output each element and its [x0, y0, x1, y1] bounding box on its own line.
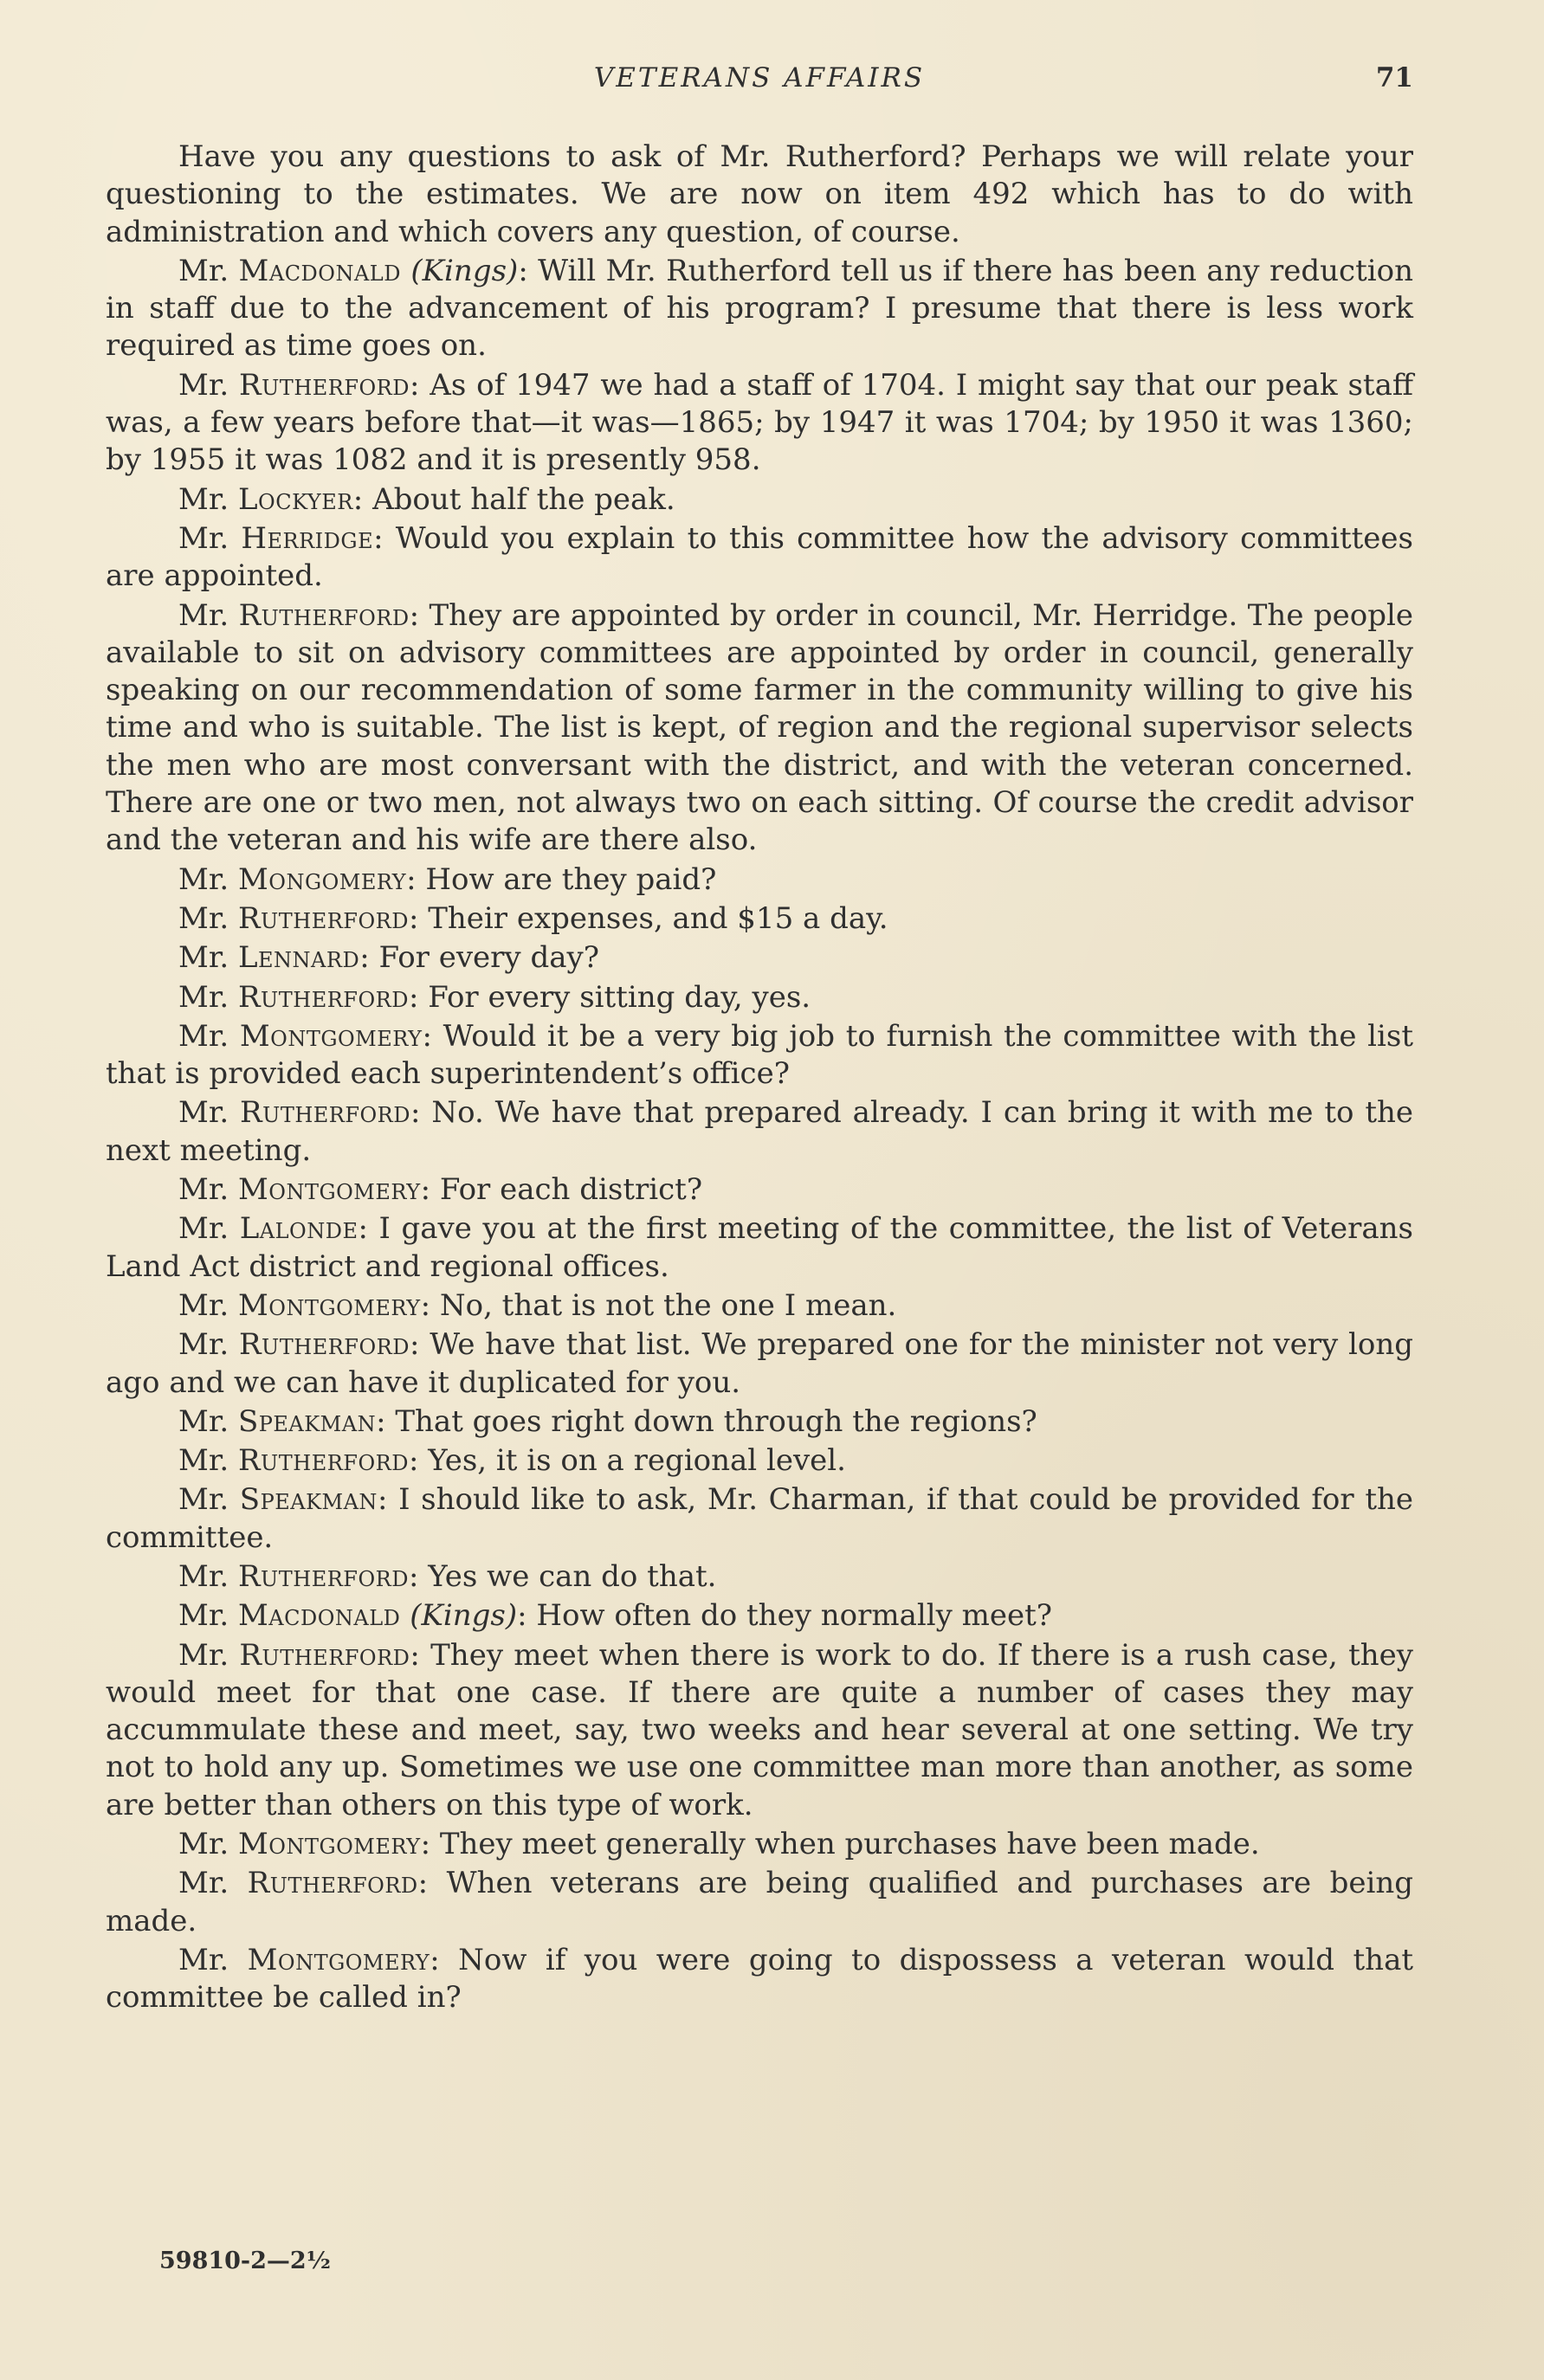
- speaker-title: Mr.: [178, 1637, 240, 1673]
- speaker-name: Montgomery: [247, 1942, 430, 1977]
- transcript-paragraph: [106, 597, 1413, 860]
- speaker-separator: :: [409, 597, 430, 633]
- speaker-separator: :: [517, 1598, 537, 1634]
- speaker-title: Mr.: [178, 900, 238, 936]
- speaker-separator: :: [420, 1287, 440, 1323]
- speaker-separator: :: [420, 1827, 440, 1862]
- speaker-name: Rutherford: [238, 367, 410, 403]
- speaker-name: Rutherford: [237, 900, 409, 936]
- transcript-paragraph: [106, 1865, 1413, 1940]
- speaker-title: Mr.: [178, 979, 238, 1015]
- speaker-title: Mr.: [178, 1942, 248, 1977]
- speaker-name: Rutherford: [240, 1095, 410, 1131]
- speaker-separator: :: [410, 1095, 432, 1131]
- speaker-separator: :: [408, 1558, 429, 1594]
- speaker-name: Lennard: [237, 940, 360, 976]
- speaker-name: Rutherford: [239, 1637, 410, 1673]
- transcript-paragraph: [106, 139, 1413, 251]
- transcript-body: [106, 139, 1413, 2019]
- transcript-paragraph: [106, 520, 1413, 596]
- speaker-name: Rutherford: [238, 597, 410, 633]
- paragraph-text: Yes we can do that.: [428, 1558, 717, 1594]
- speaker-title: Mr.: [178, 1018, 240, 1054]
- speaker-name: Rutherford: [247, 1866, 418, 1901]
- speaker-name: Rutherford: [238, 1327, 410, 1363]
- speaker-title: Mr.: [178, 1827, 238, 1862]
- speaker-separator: :: [373, 520, 396, 556]
- paragraph-text: About half the peak.: [372, 481, 675, 517]
- transcript-paragraph: [106, 1018, 1413, 1093]
- speaker-separator: :: [406, 861, 426, 897]
- speaker-title: Mr.: [178, 1866, 248, 1901]
- speaker-name: Rutherford: [237, 1443, 409, 1479]
- speaker-separator: :: [408, 900, 429, 936]
- transcript-paragraph: [106, 1287, 1413, 1325]
- print-code: 59810-2—2½: [159, 2248, 331, 2274]
- transcript-paragraph: [106, 253, 1413, 365]
- paragraph-text: As of 1947 we had a staff of 1704. I might say that our peak staff was, a few years before that—it was—1865; by 1947 it was 1704; by 1950 it was 1360; by 1955 it was 1082 and it is presently 958.: [106, 367, 1413, 478]
- speaker-separator: :: [352, 481, 373, 517]
- speaker-separator: :: [376, 1403, 396, 1439]
- transcript-paragraph: [106, 900, 1413, 938]
- transcript-paragraph: [106, 1442, 1413, 1480]
- paragraph-text: No, that is not the one I mean.: [439, 1287, 897, 1323]
- paragraph-text: For each district?: [439, 1172, 703, 1208]
- speaker-title: Mr.: [178, 1443, 238, 1479]
- paragraph-text: We have that list. We prepared one for the minister not very long ago and we can have it duplicated for you.: [106, 1327, 1413, 1400]
- speaker-separator: :: [410, 1637, 431, 1673]
- running-title: VETERANS AFFAIRS: [593, 62, 926, 94]
- speaker-name: Macdonald: [237, 1598, 401, 1634]
- transcript-paragraph: [106, 1597, 1413, 1635]
- speaker-name: Mongomery: [237, 861, 407, 897]
- paragraph-text: Would it be a very big job to furnish the committee with the list that is provided each superintendent’s office?: [106, 1018, 1413, 1092]
- speaker-title: Mr.: [178, 253, 239, 288]
- speaker-title: Mr.: [178, 1287, 238, 1323]
- paragraph-text: I should like to ask, Mr. Charman, if that could be provided for the committee.: [106, 1482, 1413, 1555]
- speaker-name: Montgomery: [237, 1287, 421, 1323]
- speaker-separator: :: [408, 979, 429, 1015]
- paragraph-text: I gave you at the first meeting of the committee, the list of Veterans Land Act district and regional offices.: [106, 1211, 1413, 1284]
- paragraph-text: Their expenses, and $15 a day.: [428, 900, 888, 936]
- transcript-paragraph: [106, 1171, 1413, 1209]
- speaker-separator: :: [420, 1172, 440, 1208]
- speaker-title: Mr.: [178, 597, 239, 633]
- speaker-title: Mr.: [178, 520, 242, 556]
- speaker-separator: :: [422, 1018, 443, 1054]
- speaker-name: Rutherford: [237, 979, 409, 1015]
- transcript-paragraph: [106, 1403, 1413, 1441]
- speaker-separator: :: [409, 1327, 430, 1363]
- transcript-paragraph: [106, 1326, 1413, 1402]
- speaker-constituency: (Kings): [401, 253, 519, 288]
- speaker-separator: :: [409, 367, 430, 403]
- speaker-separator: :: [359, 940, 379, 976]
- speaker-separator: :: [430, 1942, 459, 1977]
- paragraph-text: No. We have that prepared already. I can bring it with me to the next meeting.: [106, 1095, 1414, 1168]
- paragraph-text: Will Mr. Rutherford tell us if there has been any reduction in staff due to the advancement of his program? I presume that there is less work required as time goes on.: [106, 253, 1413, 364]
- transcript-paragraph: [106, 1826, 1413, 1863]
- speaker-title: Mr.: [178, 1558, 238, 1594]
- paragraph-text: They meet when there is work to do. If there is a rush case, they would meet for that one case. If there are quite a number of cases they may accummulate these and meet, say, two weeks and hear several at one setting. We try not to hold any up. Sometimes we use one committee man more than another, as some are better than others on this type of work.: [106, 1637, 1413, 1822]
- transcript-paragraph: [106, 1481, 1413, 1557]
- speaker-title: Mr.: [178, 1211, 240, 1247]
- speaker-name: Lalonde: [239, 1211, 359, 1247]
- transcript-paragraph: [106, 939, 1413, 977]
- paragraph-text: When veterans are being qualified and purchases are being made.: [106, 1866, 1413, 1938]
- transcript-paragraph: [106, 1210, 1413, 1286]
- speaker-name: Lockyer: [237, 481, 353, 517]
- paragraph-text: How are they paid?: [425, 861, 717, 897]
- transcript-paragraph: [106, 1637, 1413, 1824]
- transcript-paragraph: [106, 1558, 1413, 1596]
- speaker-separator: :: [377, 1482, 399, 1518]
- speaker-name: Speakman: [239, 1482, 378, 1518]
- speaker-title: Mr.: [178, 1095, 240, 1131]
- paragraph-text: For every sitting day, yes.: [428, 979, 811, 1015]
- speaker-name: Macdonald: [238, 253, 401, 288]
- speaker-separator: :: [408, 1443, 429, 1479]
- speaker-name: Montgomery: [237, 1172, 421, 1208]
- page-number: 71: [1375, 62, 1413, 94]
- transcript-paragraph: [106, 861, 1413, 899]
- speaker-name: Herridge: [241, 520, 374, 556]
- speaker-separator: :: [358, 1211, 379, 1247]
- speaker-title: Mr.: [178, 367, 239, 403]
- paragraph-text: They meet generally when purchases have been made.: [439, 1827, 1260, 1862]
- transcript-paragraph: [106, 367, 1413, 480]
- paragraph-text: They are appointed by order in council, Mr. Herridge. The people available to sit on advisory committees are appointed by order in council, generally speaking on our recommendation of some farmer in the community willing to give his time and who is suitable. The list is kept, of region and the regional supervisor selects the men who are most conversant with the district, and with the veteran concerned. There are one or two men, not always two on each sitting. Of course the credit advisor and the veteran and his wife are there also.: [106, 597, 1413, 858]
- paragraph-text: Yes, it is on a regional level.: [428, 1443, 846, 1479]
- speaker-title: Mr.: [178, 1598, 238, 1634]
- speaker-name: Montgomery: [239, 1018, 423, 1054]
- speaker-title: Mr.: [178, 940, 238, 976]
- speaker-separator: :: [417, 1866, 447, 1901]
- speaker-title: Mr.: [178, 481, 238, 517]
- paragraph-text: Have you any questions to ask of Mr. Rutherford? Perhaps we will relate your questioning to the estimates. We are now on item 492 which has to do with administration and which covers any question, of course.: [106, 139, 1413, 249]
- paragraph-text: For every day?: [378, 940, 599, 976]
- speaker-name: Rutherford: [237, 1558, 409, 1594]
- speaker-title: Mr.: [178, 1482, 240, 1518]
- speaker-constituency: (Kings): [400, 1598, 518, 1634]
- speaker-title: Mr.: [178, 1403, 238, 1439]
- transcript-paragraph: [106, 1942, 1413, 2017]
- transcript-paragraph: [106, 1094, 1413, 1170]
- speaker-name: Speakman: [237, 1403, 377, 1439]
- paragraph-text: Now if you were going to dispossess a veteran would that committee be called in?: [106, 1942, 1413, 2016]
- paragraph-text: How often do they normally meet?: [536, 1598, 1052, 1634]
- transcript-paragraph: [106, 979, 1413, 1016]
- speaker-separator: :: [518, 253, 539, 288]
- speaker-title: Mr.: [178, 861, 238, 897]
- paragraph-text: That goes right down through the regions?: [395, 1403, 1037, 1439]
- paragraph-text: Would you explain to this committee how the advisory committees are appointed.: [106, 520, 1414, 594]
- page-header: [106, 62, 1413, 106]
- speaker-title: Mr.: [178, 1327, 239, 1363]
- speaker-title: Mr.: [178, 1172, 238, 1208]
- transcript-paragraph: [106, 481, 1413, 519]
- speaker-name: Montgomery: [237, 1827, 421, 1862]
